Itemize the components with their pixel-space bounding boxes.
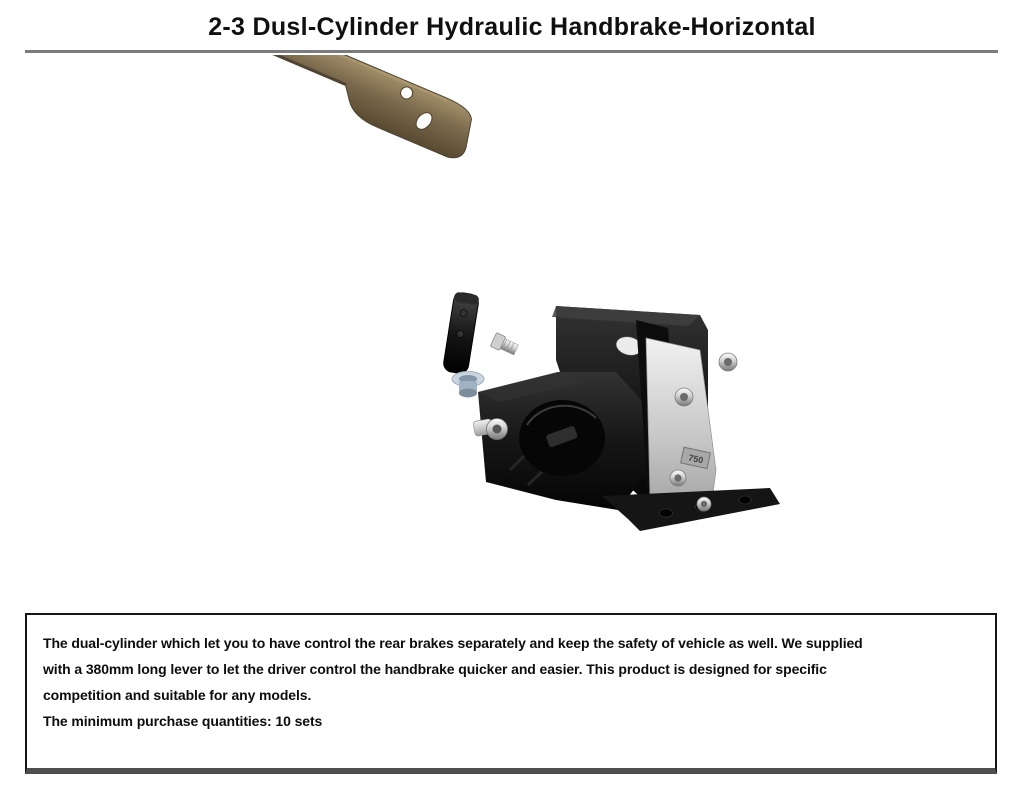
lever: [51, 55, 484, 162]
pivot-spacer: [442, 292, 484, 398]
product-illustration: [0, 55, 1024, 610]
description-line: The minimum purchase quantities: 10 sets: [43, 713, 323, 729]
base-socket-bolt: [473, 419, 508, 440]
flange-bolt: [697, 497, 711, 511]
flange-bolt: [675, 388, 693, 406]
description-line: with a 380mm long lever to let the driver control the handbrake quicker and easier. This product is designed for specific: [43, 661, 827, 677]
flange-bolt: [670, 470, 686, 486]
description-line: The dual-cylinder which let you to have control the rear brakes separately and keep the safety of vehicle as well. We supplied: [43, 635, 863, 651]
svg-text:750: 750: [687, 452, 705, 466]
description-line: competition and suitable for any models.: [43, 687, 312, 703]
page-title: 2-3 Dusl-Cylinder Hydraulic Handbrake-Horizontal: [208, 13, 816, 41]
flange-bolt: [719, 353, 737, 371]
description-box: [25, 613, 997, 774]
title-divider: [25, 50, 998, 53]
lever-stud: [490, 333, 519, 357]
